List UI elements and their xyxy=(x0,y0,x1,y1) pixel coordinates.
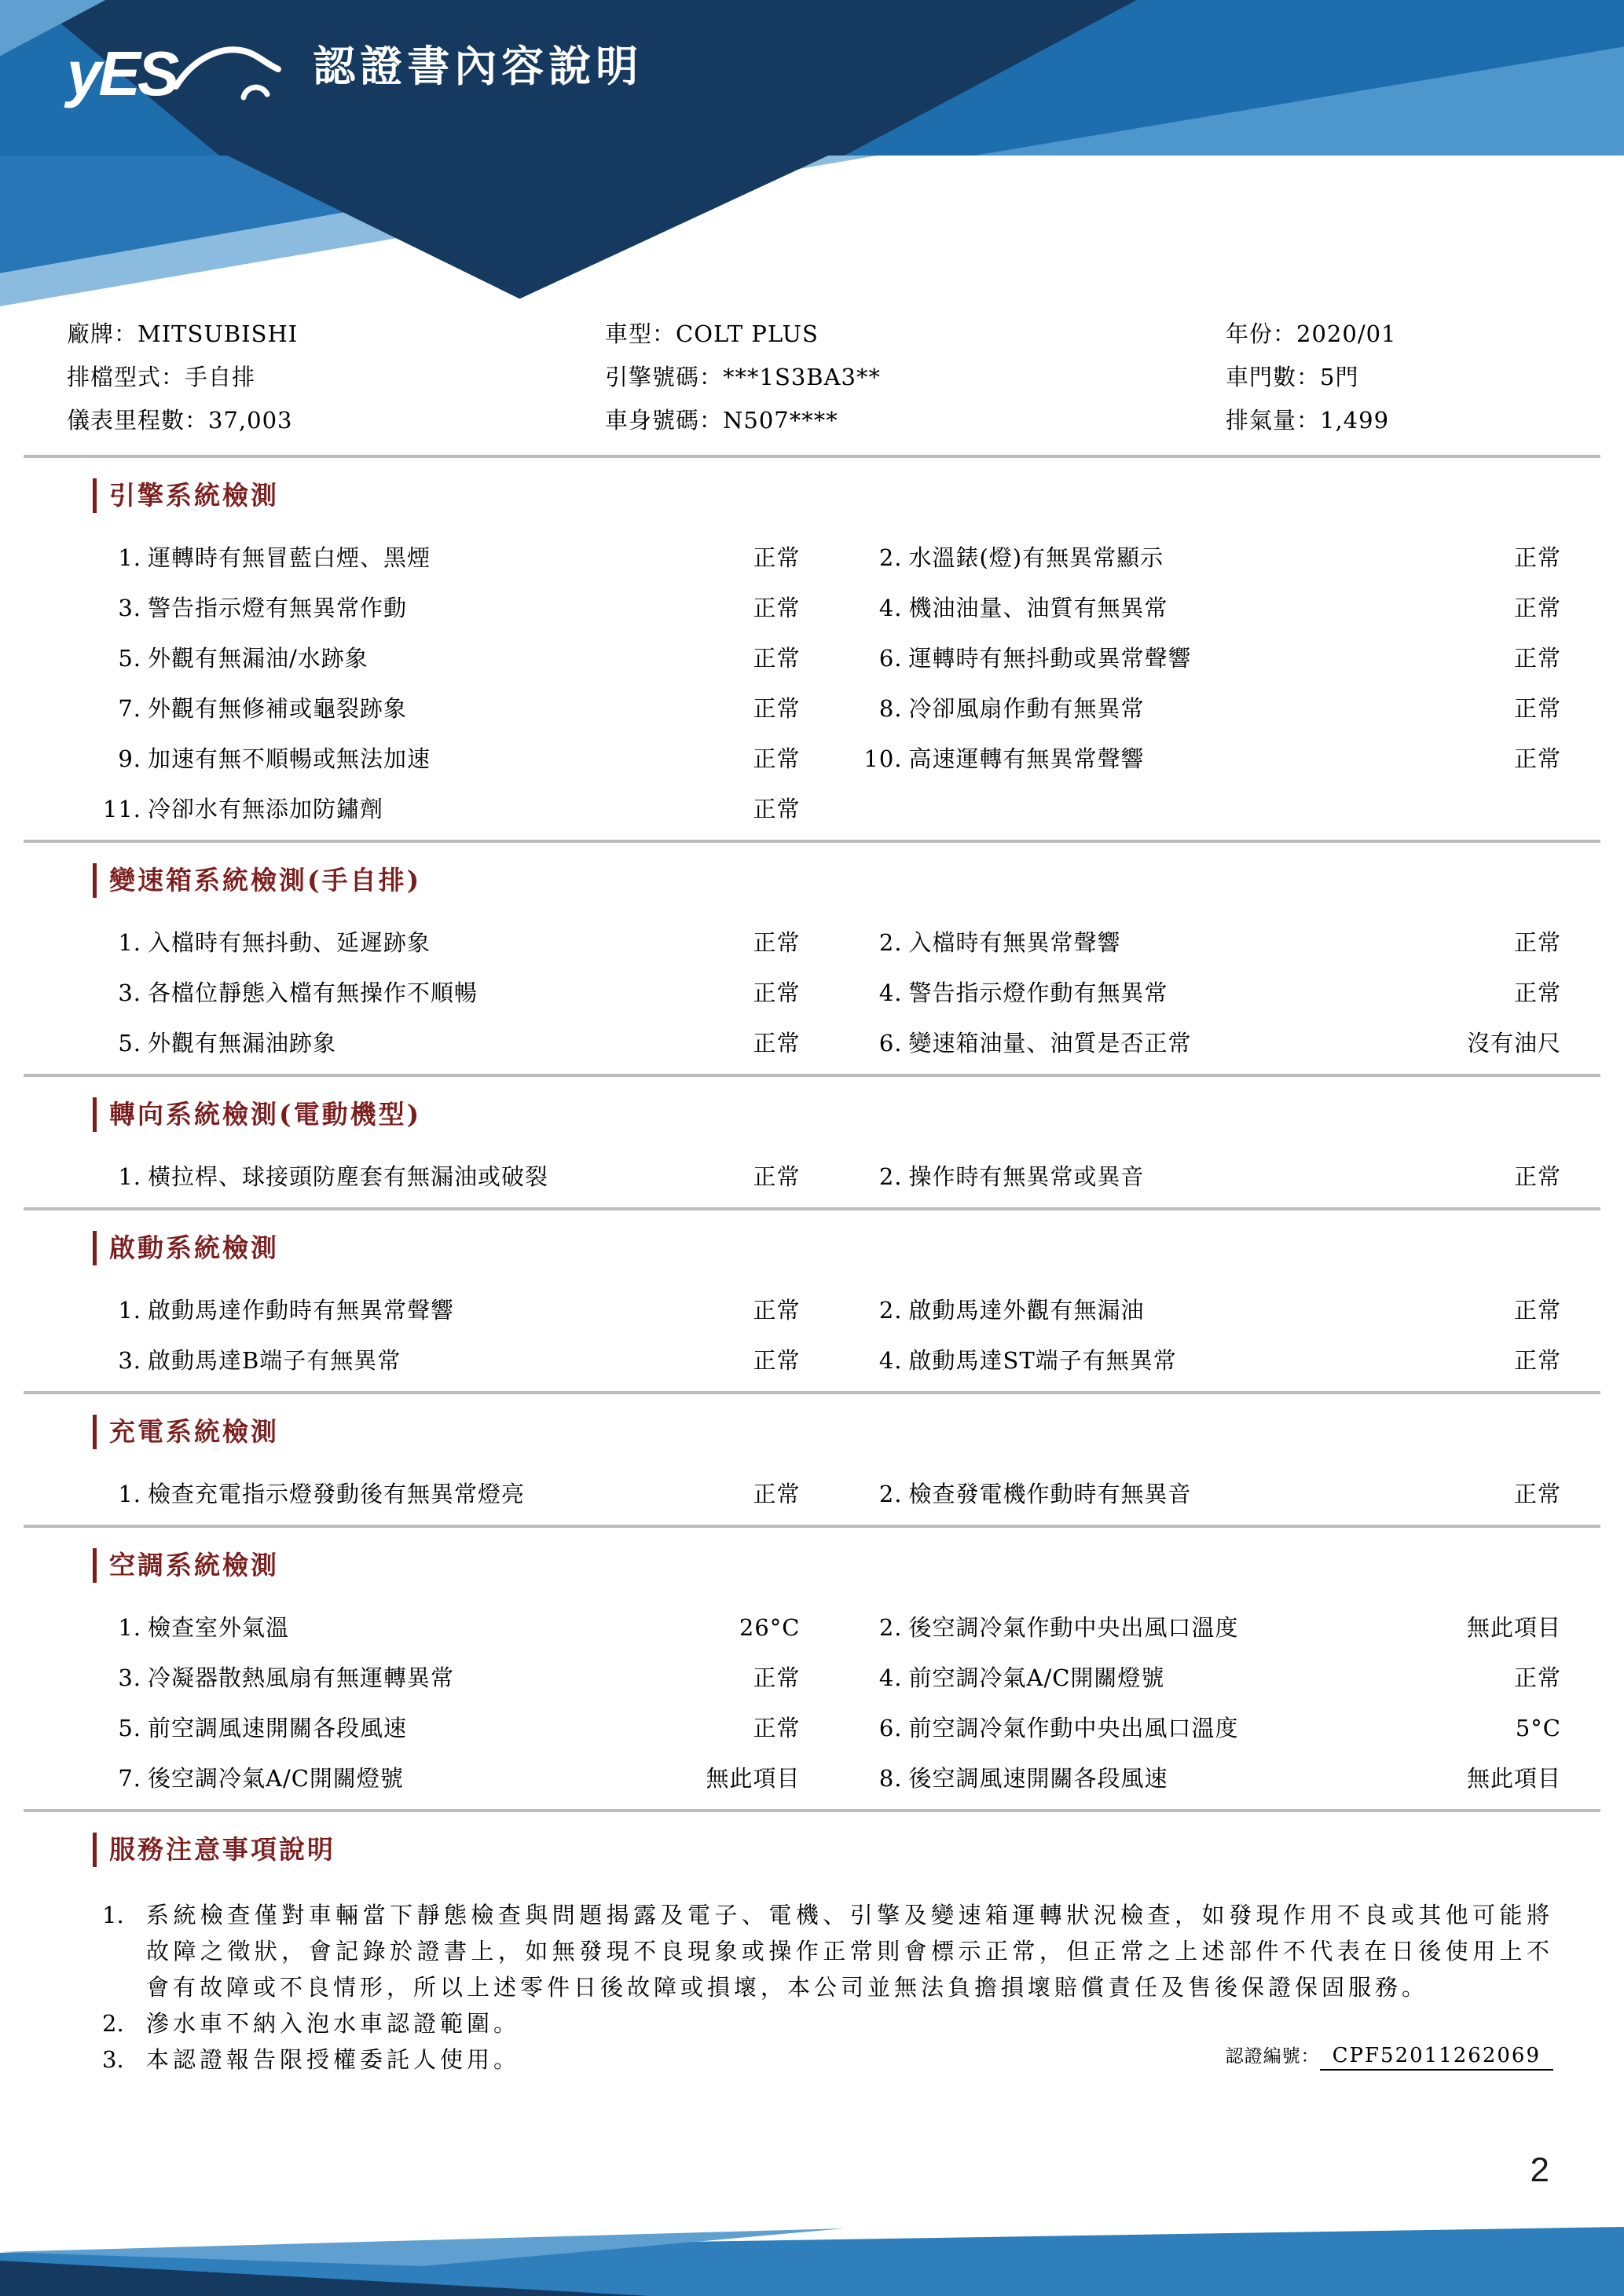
item-text: 啟動馬達外觀有無漏油 xyxy=(908,1297,1145,1324)
vehicle-info-field xyxy=(67,361,605,393)
item-number: 11. xyxy=(102,796,141,822)
item-result: 無此項目 xyxy=(706,1765,801,1792)
inspection-item xyxy=(102,543,801,573)
inspection-item xyxy=(102,694,801,723)
page-header xyxy=(0,0,1624,306)
inspection-item xyxy=(863,1346,1562,1375)
item-result: 正常 xyxy=(1513,1347,1561,1374)
item-text: 外觀有無修補或龜裂跡象 xyxy=(148,695,408,722)
item-number: 7. xyxy=(118,1765,141,1792)
inspection-item xyxy=(102,643,801,673)
item-number: 6. xyxy=(878,645,903,672)
item-result: 正常 xyxy=(1513,595,1561,621)
item-number: 4. xyxy=(878,1664,903,1691)
item-result: 正常 xyxy=(1513,695,1561,722)
section-items xyxy=(24,1613,1600,1793)
info-value: MITSUBISHI xyxy=(137,320,299,347)
item-text: 前空調冷氣A/C開關燈號 xyxy=(908,1664,1165,1691)
item-result: 正常 xyxy=(1513,544,1561,571)
item-result: 正常 xyxy=(753,1030,801,1056)
section-title: 服務注意事項說明 xyxy=(93,1833,1600,1867)
certificate-number-value: CPF52011262069 xyxy=(1320,2044,1553,2071)
inspection-item xyxy=(102,1613,801,1642)
inspection-item xyxy=(102,794,801,824)
inspection-item xyxy=(863,1763,1562,1793)
item-result: 正常 xyxy=(753,544,801,571)
note-number: 2. xyxy=(102,2010,124,2037)
inspection-item xyxy=(102,1663,801,1693)
inspection-item xyxy=(863,694,1562,723)
section-title: 變速箱系統檢測(手自排) xyxy=(93,863,1600,898)
inspection-item xyxy=(102,744,801,774)
notes-list xyxy=(24,1897,1600,2078)
item-number: 6. xyxy=(878,1030,903,1056)
inspection-item xyxy=(102,1713,801,1743)
inspection-item xyxy=(102,1763,801,1793)
item-number: 1. xyxy=(118,1163,141,1190)
yes-logo xyxy=(67,28,289,108)
item-number: 10. xyxy=(863,745,903,772)
section-title: 引擎系統檢測 xyxy=(93,478,1600,513)
section-title: 轉向系統檢測(電動機型) xyxy=(93,1097,1600,1132)
info-value: COLT PLUS xyxy=(676,320,819,347)
item-text: 檢查室外氣溫 xyxy=(148,1614,290,1641)
inspection-item xyxy=(102,1346,801,1375)
item-text: 水溫錶(燈)有無異常顯示 xyxy=(908,544,1164,571)
vehicle-info-field xyxy=(67,405,605,436)
item-result: 正常 xyxy=(753,595,801,621)
info-value: 2020/01 xyxy=(1296,320,1397,347)
item-text: 入檔時有無異常聲響 xyxy=(908,929,1121,956)
item-number: 6. xyxy=(878,1715,903,1741)
item-number: 3. xyxy=(118,595,141,621)
item-number: 4. xyxy=(878,1347,903,1374)
section-divider xyxy=(24,1391,1600,1394)
note-text: 滲水車不納入泡水車認證範圍。 xyxy=(146,2010,521,2037)
inspection-item xyxy=(863,1479,1562,1509)
item-text: 運轉時有無冒藍白煙、黑煙 xyxy=(148,544,431,571)
info-value: N507**** xyxy=(723,407,838,434)
item-number: 4. xyxy=(878,980,903,1006)
item-text: 機油油量、油質有無異常 xyxy=(908,595,1168,621)
inspection-item xyxy=(863,1162,1562,1192)
note-text: 本認證報告限授權委託人使用。 xyxy=(146,2046,521,2073)
item-number: 5. xyxy=(118,645,141,672)
inspection-item xyxy=(863,543,1562,573)
vehicle-info-grid xyxy=(24,318,1600,436)
info-label: 排檔型式： xyxy=(67,364,185,390)
section-items xyxy=(24,1295,1600,1375)
item-number: 8. xyxy=(878,1765,903,1792)
note-item xyxy=(102,2005,1553,2041)
inspection-item xyxy=(863,1028,1562,1058)
vehicle-info-field xyxy=(1226,318,1569,350)
inspection-item xyxy=(863,643,1562,673)
item-result: 正常 xyxy=(753,1481,801,1507)
info-label: 廠牌： xyxy=(67,320,138,347)
item-text: 前空調冷氣作動中央出風口溫度 xyxy=(908,1715,1239,1741)
item-text: 冷卻風扇作動有無異常 xyxy=(908,695,1145,722)
item-number: 2. xyxy=(878,544,903,571)
header-sub-decoration xyxy=(0,156,1624,306)
section-title: 啟動系統檢測 xyxy=(93,1231,1600,1265)
inspection-item xyxy=(102,1479,801,1509)
note-text: 系統檢查僅對車輛當下靜態檢查與問題揭露及電子、電機、引擎及變速箱運轉狀況檢查，如發現作用不良或其他可能將故障之徵狀，會記錄於證書上，如無發現不良現象或操作正常則會標示正常，但正常之上述部件不代表在日後使用上不會有故障或不良情形，所以上述零件日後故障或損壞，本公司並無法負擔損壞賠償責任及售後保證保固服務。 xyxy=(146,1902,1553,2001)
item-text: 外觀有無漏油跡象 xyxy=(148,1030,337,1056)
item-text: 冷卻水有無添加防鏽劑 xyxy=(148,796,384,822)
item-result: 無此項目 xyxy=(1466,1765,1561,1792)
info-value: ***1S3BA3** xyxy=(723,364,881,390)
item-number: 8. xyxy=(878,695,903,722)
section-divider xyxy=(24,1207,1600,1210)
item-result: 正常 xyxy=(753,796,801,822)
item-text: 變速箱油量、油質是否正常 xyxy=(908,1030,1192,1056)
inspection-section xyxy=(24,478,1600,843)
inspection-item xyxy=(863,1295,1562,1325)
certificate-number xyxy=(1226,2038,1553,2074)
note-number: 1. xyxy=(102,1902,124,1928)
inspection-section xyxy=(24,863,1600,1077)
item-result: 正常 xyxy=(1513,745,1561,772)
page-footer xyxy=(0,2217,1624,2296)
inspection-item xyxy=(102,1028,801,1058)
car-silhouette-icon xyxy=(171,28,289,104)
item-result: 正常 xyxy=(753,645,801,672)
item-number: 3. xyxy=(118,980,141,1006)
item-result: 正常 xyxy=(1513,645,1561,672)
item-result: 正常 xyxy=(753,1297,801,1324)
item-number: 3. xyxy=(118,1664,141,1691)
inspection-item xyxy=(863,1713,1562,1743)
item-number: 1. xyxy=(118,1297,141,1324)
item-text: 啟動馬達B端子有無異常 xyxy=(148,1347,401,1374)
section-items xyxy=(24,1479,1600,1509)
inspection-section xyxy=(24,1097,1600,1210)
vehicle-info-field xyxy=(605,318,1226,350)
vehicle-info-field xyxy=(67,318,605,350)
page-number: 2 xyxy=(1530,2151,1549,2189)
section-divider xyxy=(24,1809,1600,1812)
note-number: 3. xyxy=(102,2046,124,2073)
item-text: 後空調風速開關各段風速 xyxy=(908,1765,1168,1792)
item-result: 正常 xyxy=(753,745,801,772)
item-result: 正常 xyxy=(753,1664,801,1691)
section-title: 充電系統檢測 xyxy=(93,1415,1600,1449)
item-text: 檢查充電指示燈發動後有無異常燈亮 xyxy=(148,1481,526,1507)
item-text: 運轉時有無抖動或異常聲響 xyxy=(908,645,1192,672)
inspection-item xyxy=(102,1295,801,1325)
item-number: 2. xyxy=(878,1614,903,1641)
item-text: 啟動馬達作動時有無異常聲響 xyxy=(148,1297,455,1324)
item-result: 正常 xyxy=(1513,1297,1561,1324)
item-text: 橫拉桿、球接頭防塵套有無漏油或破裂 xyxy=(148,1163,549,1190)
item-number: 7. xyxy=(118,695,141,722)
item-result: 正常 xyxy=(753,980,801,1006)
info-label: 車門數： xyxy=(1226,364,1321,390)
item-text: 高速運轉有無異常聲響 xyxy=(908,745,1145,772)
item-text: 檢查發電機作動時有無異音 xyxy=(908,1481,1192,1507)
item-result: 無此項目 xyxy=(1466,1614,1561,1641)
item-result: 正常 xyxy=(1513,1163,1561,1190)
section-divider xyxy=(24,1525,1600,1528)
yes-logo-text: yES xyxy=(67,38,177,108)
item-text: 警告指示燈有無異常作動 xyxy=(148,595,408,621)
vehicle-info-field xyxy=(605,361,1226,393)
info-value: 手自排 xyxy=(185,364,256,390)
inspection-item xyxy=(102,1162,801,1192)
document-content xyxy=(24,318,1600,2078)
item-result: 正常 xyxy=(1513,1664,1561,1691)
item-number: 9. xyxy=(118,745,141,772)
item-result: 正常 xyxy=(1513,929,1561,956)
inspection-item xyxy=(863,744,1562,774)
item-text: 後空調冷氣作動中央出風口溫度 xyxy=(908,1614,1239,1641)
item-result: 正常 xyxy=(1513,1481,1561,1507)
item-text: 加速有無不順暢或無法加速 xyxy=(148,745,431,772)
item-text: 外觀有無漏油/水跡象 xyxy=(148,645,368,672)
divider xyxy=(24,455,1600,458)
item-result: 沒有油尺 xyxy=(1466,1030,1561,1056)
section-items xyxy=(24,1162,1600,1192)
vehicle-info-field xyxy=(1226,405,1569,436)
item-text: 各檔位靜態入檔有無操作不順暢 xyxy=(148,980,478,1006)
item-text: 入檔時有無抖動、延遲跡象 xyxy=(148,929,431,956)
service-notes-section xyxy=(24,1833,1600,2078)
inspection-item xyxy=(102,593,801,623)
section-items xyxy=(24,543,1600,824)
item-number: 4. xyxy=(878,595,903,621)
sections xyxy=(24,478,1600,1812)
item-result: 5°C xyxy=(1515,1715,1561,1741)
info-value: 1,499 xyxy=(1320,407,1390,434)
page-title: 認證書內容說明 xyxy=(313,43,643,90)
inspection-item xyxy=(863,1663,1562,1693)
item-result: 正常 xyxy=(753,695,801,722)
section-title: 空調系統檢測 xyxy=(93,1548,1600,1583)
inspection-section xyxy=(24,1548,1600,1812)
certificate-number-label: 認證編號： xyxy=(1225,2046,1320,2067)
item-number: 5. xyxy=(118,1715,141,1741)
item-number: 1. xyxy=(118,1614,141,1641)
inspection-item xyxy=(863,928,1562,958)
item-number: 3. xyxy=(118,1347,141,1374)
header-banner xyxy=(0,0,1624,156)
info-value: 5門 xyxy=(1320,364,1359,390)
item-number: 2. xyxy=(878,1297,903,1324)
section-divider xyxy=(24,1074,1600,1077)
info-value: 37,003 xyxy=(208,407,293,434)
item-result: 正常 xyxy=(753,1715,801,1741)
item-number: 2. xyxy=(878,929,903,956)
item-result: 正常 xyxy=(753,929,801,956)
info-label: 車身號碼： xyxy=(605,407,724,434)
item-result: 26°C xyxy=(739,1614,801,1641)
item-text: 啟動馬達ST端子有無異常 xyxy=(908,1347,1177,1374)
info-label: 車型： xyxy=(605,320,676,347)
item-result: 正常 xyxy=(1513,980,1561,1006)
inspection-section xyxy=(24,1231,1600,1394)
item-number: 1. xyxy=(118,929,141,956)
item-number: 2. xyxy=(878,1481,903,1507)
inspection-item xyxy=(863,978,1562,1008)
inspection-item xyxy=(863,1613,1562,1642)
header-content xyxy=(67,28,643,108)
note-item xyxy=(102,1897,1553,2005)
section-divider xyxy=(24,840,1600,843)
vehicle-info-field xyxy=(1226,361,1569,393)
item-number: 1. xyxy=(118,544,141,571)
item-number: 5. xyxy=(118,1030,141,1056)
item-text: 警告指示燈作動有無異常 xyxy=(908,980,1168,1006)
info-label: 引擎號碼： xyxy=(605,364,724,390)
item-number: 1. xyxy=(118,1481,141,1507)
inspection-item xyxy=(102,978,801,1008)
info-label: 年份： xyxy=(1226,320,1297,347)
info-label: 排氣量： xyxy=(1226,407,1321,434)
item-text: 冷凝器散熱風扇有無運轉異常 xyxy=(148,1664,455,1691)
item-number: 2. xyxy=(878,1163,903,1190)
item-result: 正常 xyxy=(753,1163,801,1190)
inspection-section xyxy=(24,1415,1600,1528)
info-label: 儀表里程數： xyxy=(67,407,209,434)
section-items xyxy=(24,928,1600,1058)
vehicle-info-field xyxy=(605,405,1226,436)
inspection-item xyxy=(102,928,801,958)
inspection-item xyxy=(863,593,1562,623)
item-text: 後空調冷氣A/C開關燈號 xyxy=(148,1765,404,1792)
item-text: 前空調風速開關各段風速 xyxy=(148,1715,408,1741)
item-text: 操作時有無異常或異音 xyxy=(908,1163,1145,1190)
item-result: 正常 xyxy=(753,1347,801,1374)
